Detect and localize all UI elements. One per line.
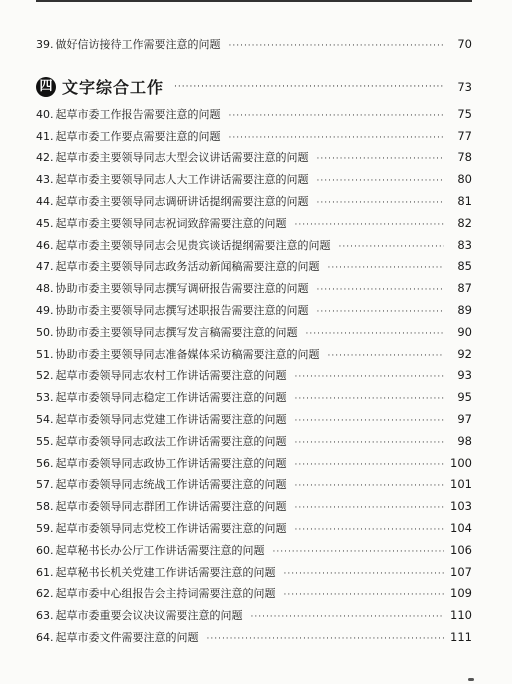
entry-number: 61. xyxy=(36,565,54,579)
entry-page: 104 xyxy=(450,520,472,535)
entry-title: 起草市委主要领导同志调研讲话提纲需要注意的问题 xyxy=(55,194,309,208)
entry-number: 63. xyxy=(36,609,54,623)
entry-page: 92 xyxy=(457,346,472,361)
leader-dots xyxy=(284,585,445,607)
toc-entry xyxy=(36,147,472,169)
toc-entry xyxy=(36,213,472,235)
entry-title: 协助市委主要领导同志撰写述职报告需要注意的问题 xyxy=(55,303,309,317)
toc-entry xyxy=(36,191,472,213)
entry-page: 70 xyxy=(457,37,472,51)
page-corner-mark xyxy=(468,678,474,681)
entry-number: 64. xyxy=(36,630,54,644)
entry-number: 44. xyxy=(36,194,54,208)
leader-dots xyxy=(295,455,445,477)
entry-title: 起草市委主要领导同志政务活动新闻稿需要注意的问题 xyxy=(55,260,320,274)
entry-title: 起草市委领导同志统战工作讲话需要注意的问题 xyxy=(55,478,287,492)
toc-entry xyxy=(36,496,472,518)
entry-title: 起草市委领导同志群团工作讲话需要注意的问题 xyxy=(55,500,287,514)
leader-dots xyxy=(317,149,445,171)
entry-page: 110 xyxy=(450,608,472,623)
entry-number: 53. xyxy=(36,391,54,405)
entry-title: 起草市委工作要点需要注意的问题 xyxy=(55,129,221,143)
entry-number: 52. xyxy=(36,369,54,383)
entry-number: 49. xyxy=(36,303,54,317)
entry-title: 起草市委领导同志稳定工作讲话需要注意的问题 xyxy=(55,391,287,405)
entry-page: 98 xyxy=(457,433,472,448)
entry-title: 起草市委中心组报告会主持词需要注意的问题 xyxy=(55,587,276,601)
entry-number: 60. xyxy=(36,543,54,557)
entry-number: 45. xyxy=(36,216,54,230)
entry-page: 100 xyxy=(450,455,472,470)
toc-entry xyxy=(36,300,472,322)
toc-entry xyxy=(36,278,472,300)
entry-title: 起草秘书长办公厅工作讲话需要注意的问题 xyxy=(55,543,265,557)
leader-dots xyxy=(328,258,445,280)
toc-entry xyxy=(36,453,472,475)
leader-dots xyxy=(317,171,445,193)
leader-dots xyxy=(295,215,445,237)
entry-page: 75 xyxy=(457,106,472,121)
toc-entry xyxy=(36,256,472,278)
leader-dots xyxy=(295,498,445,520)
entry-page: 81 xyxy=(457,193,472,208)
toc-entry xyxy=(36,365,472,387)
toc-entry xyxy=(36,583,472,605)
entry-title: 起草秘书长机关党建工作讲话需要注意的问题 xyxy=(55,565,276,579)
entry-number: 41. xyxy=(36,129,54,143)
leader-dots xyxy=(295,433,445,455)
toc-entry xyxy=(36,562,472,584)
leader-dots xyxy=(295,367,445,389)
section-page: 73 xyxy=(457,79,472,94)
leader-dots xyxy=(229,106,445,128)
entry-page: 90 xyxy=(457,324,472,339)
section-badge: 四 xyxy=(36,77,56,97)
entry-title: 起草市委领导同志党建工作讲话需要注意的问题 xyxy=(55,412,287,426)
toc-entry xyxy=(36,169,472,191)
entry-page: 83 xyxy=(457,237,472,252)
entry-number: 42. xyxy=(36,151,54,165)
entry-page: 85 xyxy=(457,259,472,274)
entry-page: 93 xyxy=(457,368,472,383)
entry-number: 56. xyxy=(36,456,54,470)
toc-entry xyxy=(36,409,472,431)
leader-dots xyxy=(273,542,445,564)
entry-title: 做好信访接待工作需要注意的问题 xyxy=(55,38,221,51)
entry-page: 97 xyxy=(457,411,472,426)
toc-entry xyxy=(36,322,472,344)
toc-entry xyxy=(36,387,472,409)
entry-title: 起草市委领导同志农村工作讲话需要注意的问题 xyxy=(55,369,287,383)
entry-page: 109 xyxy=(450,586,472,601)
entry-number: 55. xyxy=(36,434,54,448)
entry-page: 80 xyxy=(457,172,472,187)
leader-dots xyxy=(295,476,445,498)
entry-page: 89 xyxy=(457,302,472,317)
leader-dots xyxy=(229,128,445,150)
entry-title: 起草市委文件需要注意的问题 xyxy=(55,630,199,644)
entry-number: 54. xyxy=(36,412,54,426)
leader-dots xyxy=(295,520,445,542)
section-heading xyxy=(36,74,472,100)
entry-number: 48. xyxy=(36,282,54,296)
entry-list xyxy=(36,104,472,649)
entry-number: 58. xyxy=(36,500,54,514)
toc-entry xyxy=(36,344,472,366)
entry-number: 57. xyxy=(36,478,54,492)
entry-title: 起草市委主要领导同志人大工作讲话需要注意的问题 xyxy=(55,173,309,187)
leader-dots xyxy=(306,324,445,346)
leader-dots xyxy=(339,237,445,259)
leader-dots xyxy=(317,280,445,302)
entry-page: 106 xyxy=(450,542,472,557)
entry-title: 起草市委主要领导同志祝词致辞需要注意的问题 xyxy=(55,216,287,230)
toc-entry xyxy=(36,104,472,126)
toc-entry xyxy=(36,431,472,453)
leader-dots xyxy=(328,346,445,368)
toc-entry xyxy=(36,627,472,649)
entry-number: 51. xyxy=(36,347,54,361)
top-rule xyxy=(36,0,472,2)
entry-page: 78 xyxy=(457,150,472,165)
leader-dots xyxy=(317,193,445,215)
entry-number: 39. xyxy=(36,38,54,51)
entry-title: 协助市委主要领导同志撰写发言稿需要注意的问题 xyxy=(55,325,298,339)
entry-title: 起草市委主要领导同志大型会议讲话需要注意的问题 xyxy=(55,151,309,165)
entry-page: 77 xyxy=(457,128,472,143)
entry-title: 起草市委主要领导同志会见贵宾谈话提纲需要注意的问题 xyxy=(55,238,331,252)
section-title: 文字综合工作 xyxy=(62,78,165,98)
table-of-contents xyxy=(36,34,472,649)
entry-page: 107 xyxy=(450,564,472,579)
entry-page: 87 xyxy=(457,281,472,296)
leader-dots xyxy=(295,389,445,411)
leader-dots xyxy=(251,607,445,629)
leader-dots xyxy=(229,36,445,58)
leader-dots xyxy=(295,411,445,433)
entry-page: 101 xyxy=(450,477,472,492)
entry-title: 协助市委主要领导同志准备媒体采访稿需要注意的问题 xyxy=(55,347,320,361)
entry-title: 协助市委主要领导同志撰写调研报告需要注意的问题 xyxy=(55,282,309,296)
entry-title: 起草市委领导同志政协工作讲话需要注意的问题 xyxy=(55,456,287,470)
leader-dots xyxy=(317,302,445,324)
entry-title: 起草市委领导同志政法工作讲话需要注意的问题 xyxy=(55,434,287,448)
entry-title: 起草市委工作报告需要注意的问题 xyxy=(55,107,221,121)
toc-entry xyxy=(36,235,472,257)
toc-entry xyxy=(36,540,472,562)
entry-number: 47. xyxy=(36,260,54,274)
entry-page: 111 xyxy=(450,629,472,644)
leader-dots xyxy=(174,82,444,92)
entry-number: 40. xyxy=(36,107,54,121)
entry-title: 起草市委领导同志党校工作讲话需要注意的问题 xyxy=(55,521,287,535)
leader-dots xyxy=(284,564,445,586)
entry-page: 95 xyxy=(457,390,472,405)
toc-entry xyxy=(36,518,472,540)
toc-entry xyxy=(36,126,472,148)
entry-page: 82 xyxy=(457,215,472,230)
entry-number: 46. xyxy=(36,238,54,252)
entry-number: 43. xyxy=(36,173,54,187)
entry-number: 59. xyxy=(36,521,54,535)
entry-number: 62. xyxy=(36,587,54,601)
toc-entry xyxy=(36,474,472,496)
leader-dots xyxy=(207,629,445,651)
entry-page: 103 xyxy=(450,499,472,514)
toc-entry xyxy=(36,34,472,56)
toc-entry xyxy=(36,605,472,627)
entry-title: 起草市委重要会议决议需要注意的问题 xyxy=(55,609,243,623)
entry-number: 50. xyxy=(36,325,54,339)
